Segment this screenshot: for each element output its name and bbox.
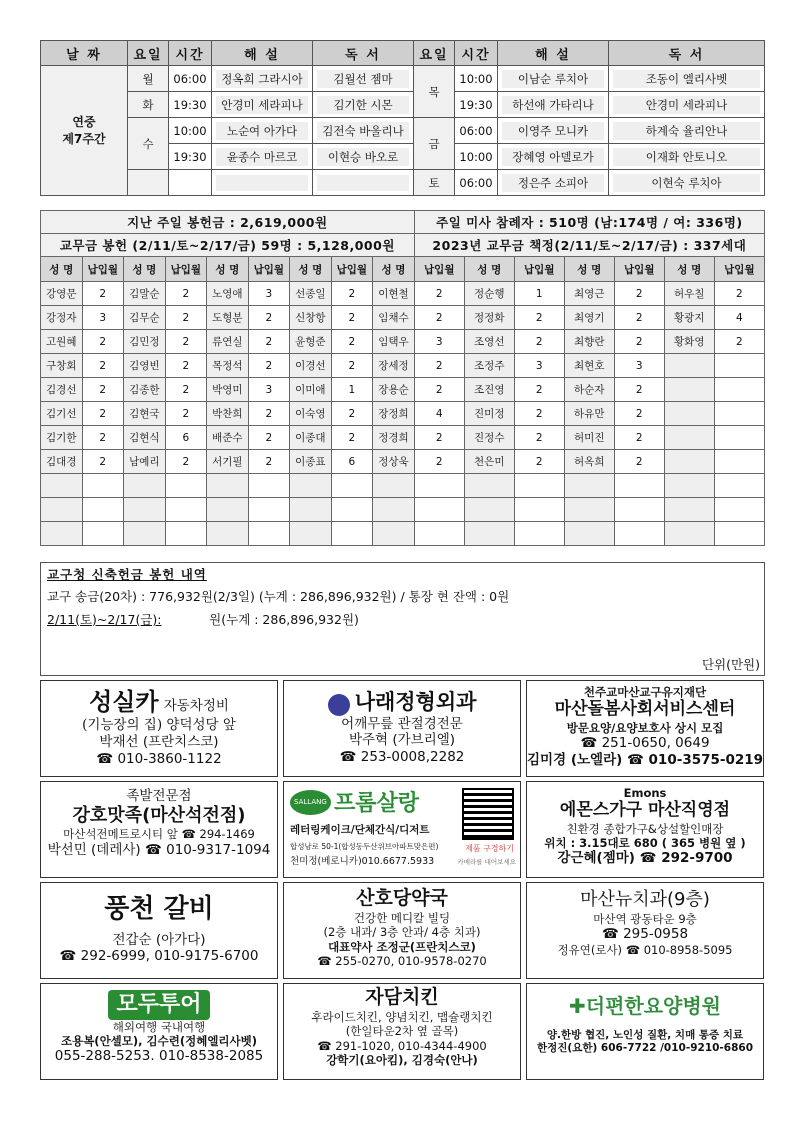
ad-gangho: 족발전문점 강호맛족(마산석전점) 마산석전메트로시티 앞 ☎ 294-1469 박선민 (데레사) ☎ 010-9317-1094 <box>40 781 278 878</box>
months-paid <box>414 474 464 498</box>
months-paid: 2 <box>614 378 664 402</box>
ad-masan-care: 천주교마산교구유지재단 마산돌봄사회서비스센터 방문요양/요양보호사 상시 모집 ☎ 251-0650, 0649 김미경 (노엘라) ☎ 010-3575-0219 <box>526 680 764 777</box>
phone-icon: ☎ <box>601 925 619 942</box>
months-paid: 2 <box>514 378 564 402</box>
table-row <box>41 450 765 474</box>
time <box>169 170 212 196</box>
member-name <box>464 498 514 522</box>
hdr-reading-2: 독 서 <box>609 41 765 66</box>
months-paid: 2 <box>331 426 373 450</box>
months-paid: 2 <box>714 330 764 354</box>
member-name: 정정화 <box>464 306 514 330</box>
months-paid: 2 <box>614 402 664 426</box>
day: 수 <box>128 118 169 170</box>
dues-header-row <box>41 257 765 282</box>
col-months-header: 납입월 <box>165 257 207 282</box>
reading: 이현숙 루치아 <box>609 170 765 196</box>
commentary: 장혜영 아델로가 <box>498 144 609 170</box>
months-paid: 2 <box>165 378 207 402</box>
member-name: 이현철 <box>373 282 415 306</box>
member-name <box>290 522 332 546</box>
months-paid <box>331 498 373 522</box>
reading: 안경미 세라피나 <box>609 92 765 118</box>
member-name: 김기한 <box>41 426 83 450</box>
months-paid: 2 <box>614 450 664 474</box>
commentary: 하선애 가타리나 <box>498 92 609 118</box>
months-paid <box>414 522 464 546</box>
member-name <box>373 474 415 498</box>
hdr-commentary: 해 설 <box>212 41 313 66</box>
phone-icon: ☎ <box>627 751 644 768</box>
phone-icon: ☎ <box>317 1038 332 1053</box>
col-name-header: 성 명 <box>290 257 332 282</box>
commentary <box>212 170 313 196</box>
week-label: 연중 제7주간 <box>41 66 128 196</box>
member-name: 서기필 <box>207 450 249 474</box>
months-paid <box>714 378 764 402</box>
months-paid <box>248 498 290 522</box>
months-paid <box>414 498 464 522</box>
phone-icon: ☎ <box>625 942 641 957</box>
months-paid: 2 <box>82 378 124 402</box>
memo-line-1: 교구 송금(20차) : 776,932원(2/3일) (누계 : 286,896,932원) / 통장 현 잔액 : 0원 <box>47 589 510 604</box>
member-name: 김무순 <box>124 306 166 330</box>
months-paid: 2 <box>82 402 124 426</box>
member-name <box>207 522 249 546</box>
months-paid: 3 <box>82 306 124 330</box>
months-paid: 1 <box>331 378 373 402</box>
table-row <box>41 282 765 306</box>
member-name: 고원혜 <box>41 330 83 354</box>
member-name: 김기선 <box>41 402 83 426</box>
member-name: 강영문 <box>41 282 83 306</box>
months-paid: 1 <box>514 282 564 306</box>
member-name: 정순행 <box>464 282 514 306</box>
months-paid <box>714 474 764 498</box>
months-paid: 2 <box>165 282 207 306</box>
table-row <box>41 378 765 402</box>
table-row <box>41 498 765 522</box>
member-name <box>207 498 249 522</box>
months-paid: 2 <box>165 402 207 426</box>
member-name <box>664 474 714 498</box>
hdr-day-2: 요일 <box>414 41 455 66</box>
member-name: 황광지 <box>664 306 714 330</box>
months-paid: 2 <box>82 450 124 474</box>
member-name: 도형분 <box>207 306 249 330</box>
member-name: 최영근 <box>564 282 614 306</box>
member-name: 허미진 <box>564 426 614 450</box>
col-name-header: 성 명 <box>464 257 514 282</box>
time: 10:00 <box>455 66 498 92</box>
col-months-header: 납입월 <box>714 257 764 282</box>
member-name <box>41 498 83 522</box>
months-paid: 3 <box>514 354 564 378</box>
member-name: 김현국 <box>124 402 166 426</box>
reading: 이재화 안토니오 <box>609 144 765 170</box>
reading: 조동이 엘리사벳 <box>609 66 765 92</box>
months-paid <box>165 498 207 522</box>
offering-summary: 지난 주일 봉헌금 : 2,619,000원 <box>41 211 415 234</box>
reading: 김기한 시몬 <box>313 92 414 118</box>
member-name: 김종한 <box>124 378 166 402</box>
months-paid: 2 <box>165 306 207 330</box>
time: 06:00 <box>169 66 212 92</box>
months-paid <box>714 354 764 378</box>
months-paid: 4 <box>714 306 764 330</box>
time: 19:30 <box>169 144 212 170</box>
phone-icon: ☎ <box>339 749 357 766</box>
dues-2023-summary: 2023년 교무금 책정(2/11/토~2/17/금) : 337세대 <box>414 234 764 257</box>
months-paid <box>331 522 373 546</box>
ad-fromsallang: SALLANG 프롬살랑 레터링케이크/단체간식/디저트 합성남로 50-1(합성동두산위브아파트맞은편) 천미정(베로니카)010.6677.5933 제품 구경하기 카메라를 대어보세요 <box>283 781 521 878</box>
ad-narae: 나래정형외과 어깨무릎 관절경전문 박주혁 (가브리엘) ☎ 253-0008,2282 <box>283 680 521 777</box>
member-name <box>664 402 714 426</box>
reading: 김전숙 바울리나 <box>313 118 414 144</box>
months-paid: 2 <box>165 330 207 354</box>
col-months-header: 납입월 <box>248 257 290 282</box>
day: 목 <box>414 66 455 118</box>
table-row <box>41 522 765 546</box>
hdr-time-2: 시간 <box>455 41 498 66</box>
member-name: 김대경 <box>41 450 83 474</box>
months-paid <box>614 522 664 546</box>
months-paid: 2 <box>614 282 664 306</box>
member-name: 류연실 <box>207 330 249 354</box>
member-name: 하순자 <box>564 378 614 402</box>
table-row <box>41 474 765 498</box>
months-paid: 6 <box>165 426 207 450</box>
months-paid: 3 <box>614 354 664 378</box>
memo-line-2: 2/11(토)~2/17(금): 원(누계 : 286,896,932원) <box>47 612 359 627</box>
months-paid <box>331 474 373 498</box>
member-name: 장정희 <box>373 402 415 426</box>
months-paid: 2 <box>714 282 764 306</box>
member-name <box>664 354 714 378</box>
months-paid: 2 <box>248 354 290 378</box>
months-paid: 2 <box>165 354 207 378</box>
months-paid: 2 <box>82 354 124 378</box>
commentary: 노순여 아가다 <box>212 118 313 144</box>
phone-icon: ☎ <box>580 735 598 751</box>
member-name: 강정자 <box>41 306 83 330</box>
member-name: 목정석 <box>207 354 249 378</box>
table-row <box>41 426 765 450</box>
qr-code-icon <box>462 788 514 840</box>
months-paid: 2 <box>331 282 373 306</box>
table-row <box>41 354 765 378</box>
col-months-header: 납입월 <box>414 257 464 282</box>
phone-icon: ☎ <box>96 750 114 767</box>
months-paid: 4 <box>414 402 464 426</box>
col-name-header: 성 명 <box>664 257 714 282</box>
member-name <box>564 522 614 546</box>
hdr-reading: 독 서 <box>313 41 414 66</box>
member-name <box>464 474 514 498</box>
member-name: 이경선 <box>290 354 332 378</box>
ad-sanhodang: 산호당약국 건강한 메디칼 빌딩 (2층 내과/ 3층 안과/ 4층 치과) 대표약사 조정군(프란치스코) ☎ 255-0270, 010-9578-0270 <box>283 882 521 979</box>
months-paid: 2 <box>82 282 124 306</box>
phone-icon: ☎ <box>59 948 77 965</box>
member-name <box>373 522 415 546</box>
memo-unit: 단위(만원) <box>701 657 760 672</box>
col-months-header: 납입월 <box>514 257 564 282</box>
hdr-time: 시간 <box>169 41 212 66</box>
sallang-badge: SALLANG <box>290 790 331 815</box>
col-name-header: 성 명 <box>124 257 166 282</box>
hdr-commentary-2: 해 설 <box>498 41 609 66</box>
months-paid <box>714 402 764 426</box>
member-name: 조정주 <box>464 354 514 378</box>
member-name: 장세정 <box>373 354 415 378</box>
phone-icon: ☎ <box>181 827 196 842</box>
mascot-icon <box>328 694 350 716</box>
months-paid <box>614 474 664 498</box>
col-months-header: 납입월 <box>331 257 373 282</box>
months-paid <box>714 426 764 450</box>
member-name: 선종일 <box>290 282 332 306</box>
months-paid <box>714 450 764 474</box>
member-name <box>373 498 415 522</box>
months-paid: 3 <box>248 282 290 306</box>
member-name: 구창회 <box>41 354 83 378</box>
months-paid: 2 <box>248 330 290 354</box>
reading <box>313 170 414 196</box>
member-name: 정상욱 <box>373 450 415 474</box>
months-paid: 2 <box>331 330 373 354</box>
months-paid: 2 <box>331 354 373 378</box>
dues-table <box>40 210 765 546</box>
table-row <box>41 402 765 426</box>
phone-icon: ☎ <box>317 953 332 968</box>
member-name: 장용순 <box>373 378 415 402</box>
months-paid <box>714 498 764 522</box>
time: 19:30 <box>455 92 498 118</box>
member-name: 최향란 <box>564 330 614 354</box>
member-name: 임택우 <box>373 330 415 354</box>
months-paid: 2 <box>514 450 564 474</box>
member-name: 이종표 <box>290 450 332 474</box>
time: 10:00 <box>455 144 498 170</box>
reading: 김월선 젬마 <box>313 66 414 92</box>
member-name: 황화영 <box>664 330 714 354</box>
ad-masan-dental: 마산뉴치과(9층) 마산역 광동타운 9층 ☎ 295-0958 정유연(로사) ☎ 010-8958-5095 <box>526 882 764 979</box>
member-name: 허옥희 <box>564 450 614 474</box>
commentary: 이남순 루치아 <box>498 66 609 92</box>
member-name <box>564 498 614 522</box>
months-paid: 2 <box>82 426 124 450</box>
commentary: 윤종수 마르코 <box>212 144 313 170</box>
months-paid: 2 <box>514 306 564 330</box>
months-paid: 2 <box>248 426 290 450</box>
day: 토 <box>414 170 455 196</box>
months-paid: 6 <box>331 450 373 474</box>
reading: 하계숙 율리안나 <box>609 118 765 144</box>
day: 월 <box>128 66 169 92</box>
col-name-header: 성 명 <box>373 257 415 282</box>
months-paid: 2 <box>414 354 464 378</box>
commentary: 이영주 모니카 <box>498 118 609 144</box>
months-paid <box>82 522 124 546</box>
months-paid: 2 <box>414 306 464 330</box>
months-paid: 2 <box>614 330 664 354</box>
member-name: 이숙영 <box>290 402 332 426</box>
member-name <box>664 426 714 450</box>
time: 06:00 <box>455 170 498 196</box>
member-name: 허우칠 <box>664 282 714 306</box>
months-paid: 2 <box>248 402 290 426</box>
col-months-header: 납입월 <box>614 257 664 282</box>
member-name: 김경선 <box>41 378 83 402</box>
months-paid <box>82 498 124 522</box>
table-row <box>41 306 765 330</box>
col-months-header: 납입월 <box>82 257 124 282</box>
commentary: 정옥희 그라시아 <box>212 66 313 92</box>
ad-sungsilka: 성실카 자동차정비 (기능장의 집) 양덕성당 앞 박재선 (프란치스코) ☎ 010-3860-1122 <box>40 680 278 777</box>
months-paid <box>614 498 664 522</box>
member-name: 조영선 <box>464 330 514 354</box>
months-paid: 2 <box>165 450 207 474</box>
member-name: 최영기 <box>564 306 614 330</box>
dues-summary: 교무금 봉헌 (2/11/토~2/17/금) 59명 : 5,128,000원 <box>41 234 415 257</box>
member-name: 배준수 <box>207 426 249 450</box>
member-name: 진미정 <box>464 402 514 426</box>
member-name: 정경희 <box>373 426 415 450</box>
member-name: 이미애 <box>290 378 332 402</box>
col-name-header: 성 명 <box>41 257 83 282</box>
months-paid <box>514 498 564 522</box>
member-name <box>124 522 166 546</box>
member-name: 김영빈 <box>124 354 166 378</box>
months-paid: 2 <box>514 426 564 450</box>
member-name: 박찬희 <box>207 402 249 426</box>
months-paid: 2 <box>514 402 564 426</box>
member-name: 박영미 <box>207 378 249 402</box>
member-name <box>664 450 714 474</box>
months-paid: 2 <box>331 306 373 330</box>
months-paid: 2 <box>82 330 124 354</box>
memo-title: 교구청 신축헌금 봉헌 내역 <box>47 567 207 582</box>
member-name <box>207 474 249 498</box>
member-name: 진정수 <box>464 426 514 450</box>
member-name: 최현호 <box>564 354 614 378</box>
day <box>128 170 169 196</box>
ad-deopyeonhan: ✚더편한요양병원 양.한방 협진, 노인성 질환, 치매 통증 치료 한정진(요한) 606-7722 /010-9210-6860 <box>526 983 764 1080</box>
member-name: 윤형준 <box>290 330 332 354</box>
months-paid: 2 <box>414 426 464 450</box>
months-paid <box>82 474 124 498</box>
months-paid: 2 <box>614 306 664 330</box>
ad-jadam-chicken: 자담치킨 후라이드치킨, 양념치킨, 맵슐랭치킨 (한일타운2차 옆 골목) ☎ 291-1020, 010-4344-4900 강학기(요아킴), 김경숙(안나) <box>283 983 521 1080</box>
months-paid: 3 <box>248 378 290 402</box>
member-name <box>41 522 83 546</box>
member-name: 노영애 <box>207 282 249 306</box>
phone-icon: ☎ <box>639 850 657 867</box>
member-name: 김현식 <box>124 426 166 450</box>
col-name-header: 성 명 <box>564 257 614 282</box>
ad-modutour: 모두투어 해외여행 국내여행 조용복(안셀모), 김수련(정혜엘리사벳) 055-288-5253. 010-8538-2085 <box>40 983 278 1080</box>
months-paid: 2 <box>514 330 564 354</box>
member-name: 이종대 <box>290 426 332 450</box>
member-name <box>290 474 332 498</box>
months-paid <box>514 474 564 498</box>
time: 19:30 <box>169 92 212 118</box>
member-name <box>290 498 332 522</box>
months-paid: 2 <box>414 282 464 306</box>
hdr-date: 날 짜 <box>41 41 128 66</box>
member-name <box>124 474 166 498</box>
attendance-summary: 주일 미사 참례자 : 510명 (남:174명 / 여: 336명) <box>414 211 764 234</box>
member-name: 남예리 <box>124 450 166 474</box>
member-name: 김말순 <box>124 282 166 306</box>
building-fund-memo <box>40 562 765 676</box>
months-paid: 2 <box>248 450 290 474</box>
months-paid: 2 <box>614 426 664 450</box>
months-paid <box>514 522 564 546</box>
member-name <box>564 474 614 498</box>
liturgy-schedule-table <box>40 40 765 196</box>
time: 06:00 <box>455 118 498 144</box>
time: 10:00 <box>169 118 212 144</box>
commentary: 안경미 세라피나 <box>212 92 313 118</box>
months-paid <box>165 474 207 498</box>
member-name: 임채수 <box>373 306 415 330</box>
member-name: 천은미 <box>464 450 514 474</box>
reading: 이현승 바오로 <box>313 144 414 170</box>
months-paid <box>248 522 290 546</box>
months-paid: 2 <box>414 378 464 402</box>
member-name: 김민정 <box>124 330 166 354</box>
phone-icon: ☎ <box>145 841 162 858</box>
ad-emons: Emons 에몬스가구 마산직영점 친환경 종합가구&상설할인매장 위치 : 3.15대로 680 ( 365 병원 옆 ) 강근혜(젬마) ☎ 292-9700 <box>526 781 764 878</box>
member-name: 하유만 <box>564 402 614 426</box>
months-paid: 2 <box>331 402 373 426</box>
table-row <box>41 330 765 354</box>
day: 금 <box>414 118 455 170</box>
member-name <box>464 522 514 546</box>
months-paid <box>714 522 764 546</box>
months-paid: 2 <box>414 450 464 474</box>
member-name <box>124 498 166 522</box>
months-paid: 3 <box>414 330 464 354</box>
hdr-day: 요일 <box>128 41 169 66</box>
member-name <box>664 498 714 522</box>
cross-icon: ✚ <box>568 994 586 1018</box>
months-paid <box>165 522 207 546</box>
months-paid <box>248 474 290 498</box>
ad-pungcheon: 풍천 갈비 전갑순 (아가다) ☎ 292-6999, 010-9175-6700 <box>40 882 278 979</box>
member-name <box>664 522 714 546</box>
commentary: 정은주 소피아 <box>498 170 609 196</box>
months-paid: 2 <box>248 306 290 330</box>
day: 화 <box>128 92 169 118</box>
col-name-header: 성 명 <box>207 257 249 282</box>
member-name: 신창항 <box>290 306 332 330</box>
member-name: 조진영 <box>464 378 514 402</box>
member-name <box>664 378 714 402</box>
member-name <box>41 474 83 498</box>
